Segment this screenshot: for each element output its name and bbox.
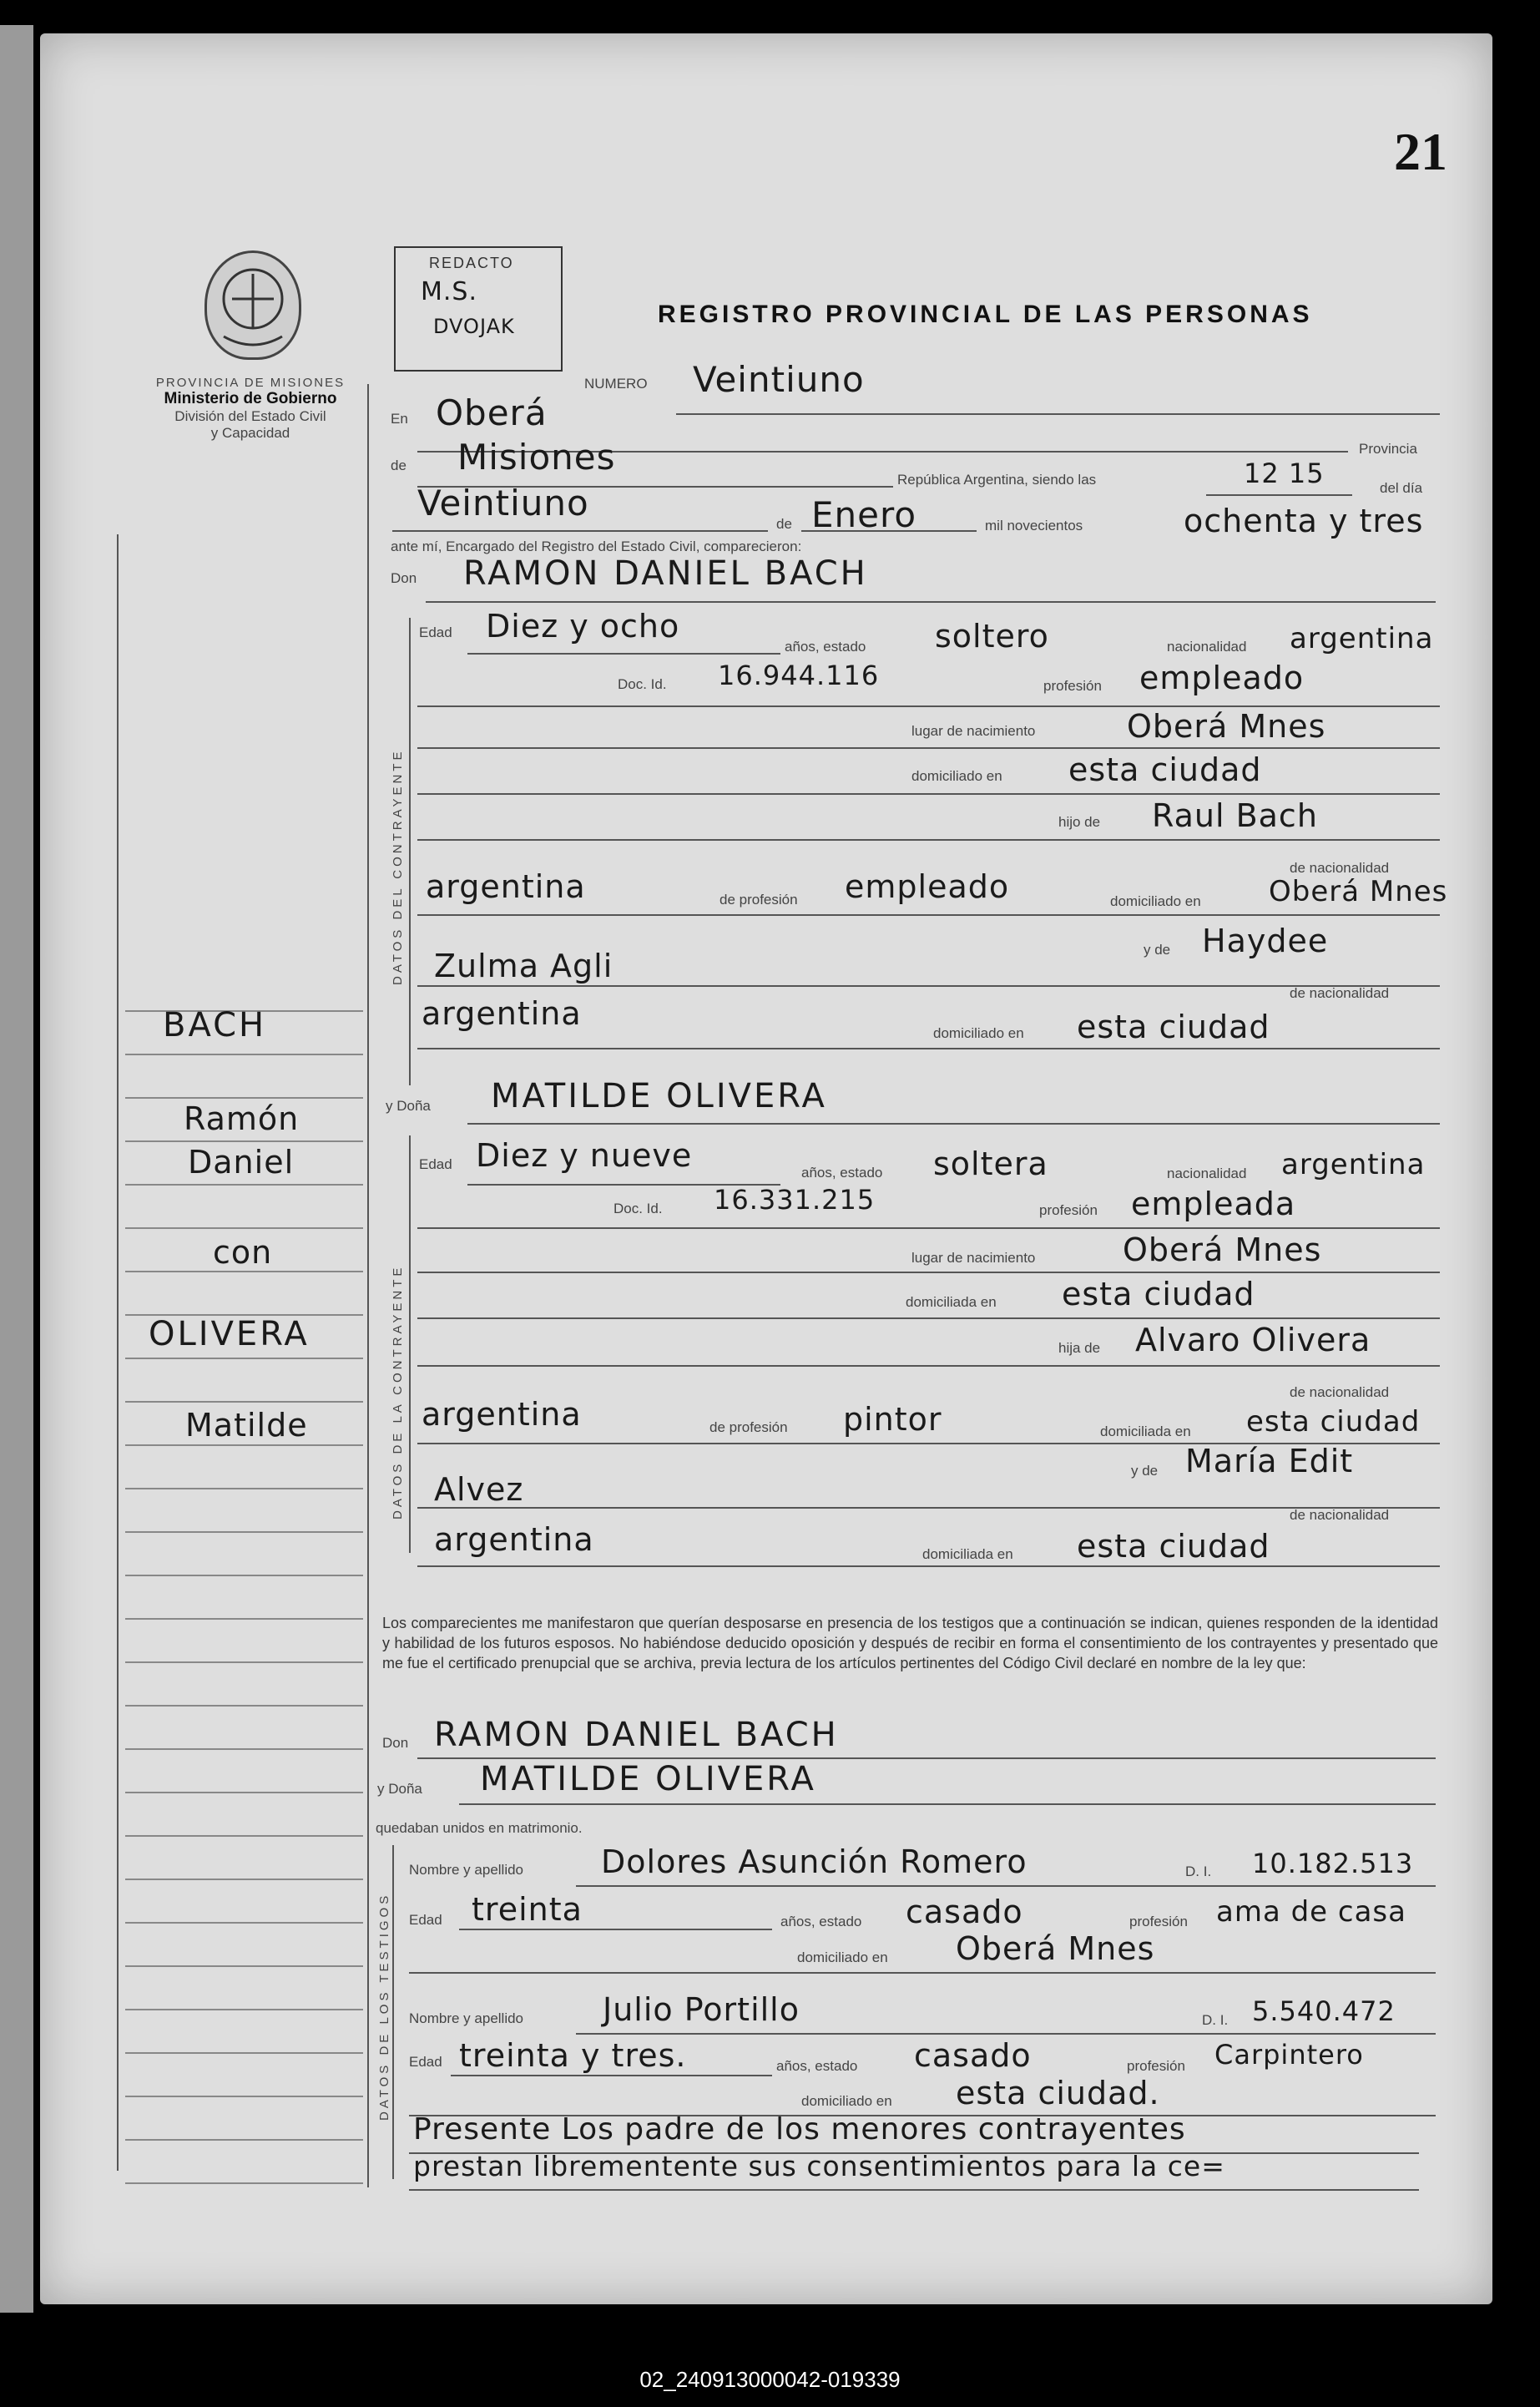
don-label: Don: [391, 570, 417, 586]
t2-anios-estado-label: años, estado: [776, 2058, 858, 2074]
t2-estado: casado: [914, 2037, 1032, 2074]
t1-profesion-label: profesión: [1129, 1914, 1188, 1929]
c1-domicilio-label: domiciliado en: [911, 768, 1002, 784]
c2-madre-nombre1: María Edit: [1185, 1443, 1354, 1479]
decl-don-label: Don: [382, 1735, 409, 1751]
t2-domicilio: esta ciudad.: [956, 2075, 1160, 2111]
mes-value: Enero: [811, 494, 917, 535]
bottom-strip: [0, 2321, 1540, 2354]
margin-rule-line: [125, 1835, 363, 1837]
issuer-province: PROVINCIA DE MISIONES: [155, 376, 346, 390]
c2-nacionalidad: argentina: [1281, 1148, 1426, 1181]
c1-madre-nac-label: de nacionalidad: [1290, 985, 1390, 1001]
document-title: REGISTRO PROVINCIAL DE LAS PERSONAS: [658, 301, 1313, 328]
c1-madre-nombre2: Zulma Agli: [434, 948, 613, 984]
margin-note-given1: Ramón: [184, 1100, 300, 1137]
stamp-initials: M.S.: [421, 277, 477, 306]
margin-note-given2: Daniel: [188, 1144, 295, 1181]
t2-profesion-label: profesión: [1127, 2058, 1185, 2074]
margin-rule-line: [125, 1358, 363, 1359]
testigos-section-label: DATOS DE LOS TESTIGOS: [377, 1892, 391, 2121]
margin-rule-line: [125, 2009, 363, 2010]
c2-madre-nacionalidad: argentina: [434, 1521, 594, 1558]
c1-domicilio: esta ciudad: [1068, 751, 1262, 788]
t1-nombre: Dolores Asunción Romero: [601, 1843, 1028, 1880]
margin-left-rule: [117, 534, 119, 2171]
c1-nacionalidad-label: nacionalidad: [1167, 639, 1247, 655]
margin-rule-line: [125, 1879, 363, 1880]
c1-nacionalidad: argentina: [1290, 622, 1434, 655]
margin-rule-line: [125, 1097, 363, 1099]
margin-rule-line: [125, 2182, 363, 2184]
c2-lugar: Oberá Mnes: [1123, 1231, 1322, 1268]
numero-value: Veintiuno: [693, 359, 865, 400]
issuer-ministry: Ministerio de Gobierno: [164, 390, 337, 407]
decl-dona-label: y Doña: [377, 1781, 422, 1797]
t2-edad-label: Edad: [409, 2054, 442, 2070]
footer-id: 02_240913000042-019339: [639, 2367, 901, 2392]
hora-value: 12 15: [1244, 458, 1325, 489]
decl-name2: MATILDE OLIVERA: [480, 1760, 816, 1798]
margin-rule-line: [125, 1488, 363, 1489]
note-line1: Presente Los padre de los menores contrayentes: [413, 2112, 1186, 2147]
c2-estado: soltera: [933, 1145, 1048, 1182]
c2-doc-label: Doc. Id.: [613, 1201, 663, 1216]
contrayente1-name: RAMON DANIEL BACH: [463, 554, 868, 593]
margin-rule-line: [125, 1575, 363, 1576]
c2-padre: Alvaro Olivera: [1135, 1322, 1371, 1358]
dia-value: Veintiuno: [417, 483, 589, 523]
t1-domicilio: Oberá Mnes: [956, 1930, 1155, 1967]
c1-doc: 16.944.116: [718, 660, 880, 691]
margin-rule-line: [125, 1227, 363, 1229]
dona-label: y Doña: [386, 1098, 431, 1114]
c1-profesion-label: profesión: [1043, 678, 1102, 694]
c1-lugar-label: lugar de nacimiento: [911, 723, 1036, 739]
provincia-label: Provincia: [1359, 441, 1417, 457]
t2-edad: treinta y tres.: [459, 2037, 687, 2074]
issuer-block: [125, 376, 376, 442]
de-label-2: de: [776, 516, 792, 532]
margin-rule-line: [125, 1054, 363, 1055]
margin-rule-line: [125, 1184, 363, 1186]
decl-name1: RAMON DANIEL BACH: [434, 1716, 839, 1754]
republica-text: República Argentina, siendo las: [897, 472, 1097, 488]
c2-padre-nacionalidad: argentina: [422, 1396, 582, 1433]
t1-estado: casado: [906, 1894, 1023, 1930]
c2-doc: 16.331.215: [714, 1184, 876, 1216]
del-dia-label: del día: [1380, 480, 1423, 496]
margin-note-surname1: BACH: [163, 1006, 267, 1044]
issuer-capacity: y Capacidad: [210, 425, 290, 441]
c2-de-nacionalidad-label: de nacionalidad: [1290, 1384, 1390, 1400]
declaration-text: Los comparecientes me manifestaron que querían desposarse en presencia de los testigos que a continuación se indican, quienes responden de la identidad y habilidad de los futuros esposos. No habiéndose deducido oposición y después de recibir en forma el consentimiento de los contrayentes y presentado que me fue el certificado prenupcial que se archiva, previa lectura de los artículos pertinentes del Código Civil declaré en nombre de la ley que:: [382, 1615, 1438, 1671]
t2-profesion: Carpintero: [1214, 2039, 1364, 2071]
c2-madre-dom-label: domiciliada en: [922, 1546, 1013, 1562]
c2-madre-domicilio: esta ciudad: [1077, 1528, 1270, 1565]
c1-estado: soltero: [935, 618, 1049, 655]
t1-nombre-label: Nombre y apellido: [409, 1862, 524, 1878]
c2-hija-label: hija de: [1058, 1340, 1101, 1356]
ante-text: ante mí, Encargado del Registro del Estado Civil, comparecieron:: [391, 539, 802, 554]
numero-label: NUMERO: [584, 376, 648, 392]
t2-di: 5.540.472: [1252, 1995, 1396, 2027]
c2-de-profesion-label: de profesión: [709, 1419, 788, 1435]
c1-madre-nacionalidad: argentina: [422, 995, 582, 1032]
c2-anios-estado-label: años, estado: [801, 1165, 883, 1181]
c1-padre-domicilio: Oberá Mnes: [1269, 875, 1448, 908]
c2-padre-domicilio-label: domiciliada en: [1100, 1423, 1191, 1439]
c2-profesion-label: profesión: [1039, 1202, 1098, 1218]
coat-of-arms-seal: [204, 250, 301, 360]
c2-madre-nombre2: Alvez: [434, 1471, 524, 1508]
decl-closing: quedaban unidos en matrimonio.: [376, 1820, 583, 1836]
c1-profesion: empleado: [1139, 660, 1305, 696]
c1-de-profesion-label: de profesión: [720, 892, 798, 908]
margin-rule-line: [125, 1965, 363, 1967]
c2-profesion: empleada: [1131, 1186, 1296, 1222]
c1-padre: Raul Bach: [1152, 797, 1318, 834]
t1-edad-label: Edad: [409, 1912, 442, 1928]
en-label: En: [391, 411, 408, 427]
mil-novecientos-label: mil novecientos: [985, 518, 1083, 533]
margin-rule-line: [125, 1140, 363, 1142]
t1-di: 10.182.513: [1252, 1848, 1414, 1879]
margin-note-given3: Matilde: [185, 1407, 308, 1444]
margin-rule-line: [125, 1401, 363, 1403]
c1-padre-profesion: empleado: [845, 868, 1010, 905]
stamp-name: DVOJAK: [433, 315, 515, 338]
margin-right-rule: [367, 384, 369, 2187]
t1-domicilio-label: domiciliado en: [797, 1949, 888, 1965]
c2-edad-label: Edad: [419, 1156, 452, 1172]
c2-domicilio-label: domiciliada en: [906, 1294, 997, 1310]
margin-rule-line: [125, 1748, 363, 1750]
ciudad-value: Oberá: [436, 392, 548, 433]
margin-rule-line: [125, 1618, 363, 1620]
margin-note-surname2: OLIVERA: [149, 1315, 310, 1353]
c2-padre-profesion: pintor: [843, 1401, 942, 1438]
page-number: 21: [1394, 122, 1447, 181]
c2-madre-nac-label: de nacionalidad: [1290, 1507, 1390, 1523]
c1-hijo-label: hijo de: [1058, 814, 1101, 830]
redacto-stamp: [394, 246, 563, 372]
margin-rule-line: [125, 1705, 363, 1707]
margin-rule-line: [125, 2139, 363, 2141]
c1-padre-domicilio-label: domiciliado en: [1110, 893, 1201, 909]
anio-value: ochenta y tres: [1184, 503, 1424, 539]
de-label: de: [391, 458, 406, 473]
c2-padre-domicilio: esta ciudad: [1246, 1405, 1421, 1439]
contrayente2-name: MATILDE OLIVERA: [491, 1077, 827, 1115]
margin-rule-line: [125, 1661, 363, 1663]
c2-nacionalidad-label: nacionalidad: [1167, 1166, 1247, 1181]
c1-edad: Diez y ocho: [486, 608, 680, 645]
provincia-value: Misiones: [457, 437, 616, 478]
c1-madre-domicilio: esta ciudad: [1077, 1009, 1270, 1045]
c2-edad: Diez y nueve: [476, 1137, 693, 1174]
c1-de-nacionalidad-label: de nacionalidad: [1290, 860, 1390, 876]
c1-padre-nacionalidad: argentina: [426, 868, 586, 905]
t1-profesion: ama de casa: [1216, 1895, 1406, 1929]
margin-rule-line: [125, 2096, 363, 2097]
t2-nombre-label: Nombre y apellido: [409, 2010, 524, 2026]
t1-edad: treinta: [472, 1891, 583, 1928]
c1-anios-estado-label: años, estado: [785, 639, 866, 655]
margin-rule-line: [125, 1531, 363, 1533]
margin-rule-line: [125, 1271, 363, 1272]
t2-domicilio-label: domiciliado en: [801, 2093, 892, 2109]
t2-nombre: Julio Portillo: [603, 1991, 800, 2028]
c1-madre-nombre1: Haydee: [1202, 923, 1329, 959]
c1-doc-label: Doc. Id.: [618, 676, 667, 692]
issuer-division: División del Estado Civil: [174, 408, 326, 424]
c2-lugar-label: lugar de nacimiento: [911, 1250, 1036, 1266]
note-line2: prestan librementente sus consentimientos para la ce=: [413, 2150, 1225, 2182]
c2-domicilio: esta ciudad: [1062, 1276, 1255, 1312]
t1-anios-estado-label: años, estado: [780, 1914, 862, 1929]
c1-madre-dom-label: domiciliado en: [933, 1025, 1024, 1041]
t1-di-label: D. I.: [1185, 1863, 1212, 1879]
c1-y-de-label: y de: [1144, 942, 1171, 958]
margin-note-con: con: [213, 1234, 273, 1271]
margin-rule-line: [125, 1792, 363, 1793]
stamp-title: REDACTO: [429, 255, 514, 271]
page-edge: [0, 25, 33, 2313]
margin-rule-line: [125, 2052, 363, 2054]
margin-rule-line: [125, 1922, 363, 1924]
c1-lugar: Oberá Mnes: [1127, 708, 1326, 745]
contrayente1-section-label: DATOS DEL CONTRAYENTE: [391, 748, 405, 985]
c2-y-de-label: y de: [1131, 1463, 1159, 1479]
t2-di-label: D. I.: [1202, 2012, 1229, 2028]
contrayente2-section-label: DATOS DE LA CONTRAYENTE: [391, 1264, 405, 1520]
c1-edad-label: Edad: [419, 625, 452, 640]
margin-rule-line: [125, 1444, 363, 1446]
